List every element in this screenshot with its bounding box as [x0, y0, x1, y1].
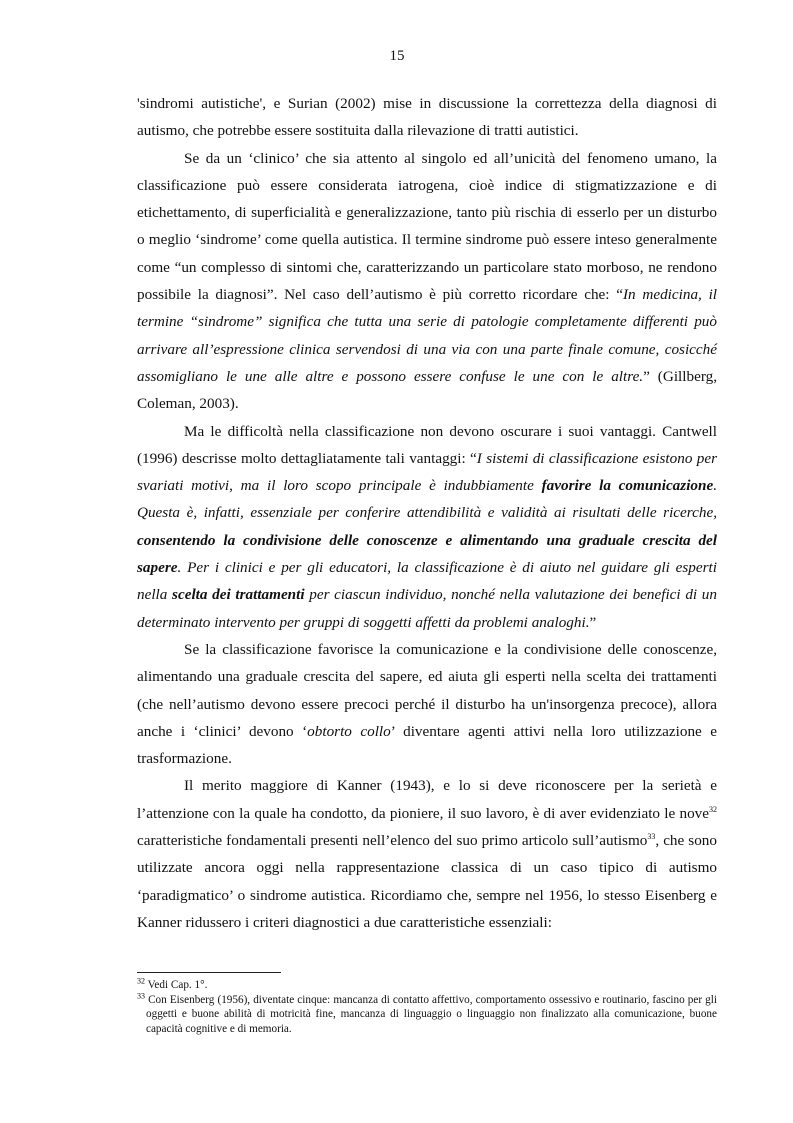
bold-emphasis: favorire la comunicazione — [541, 477, 714, 495]
text-run: ” (Gillberg, Coleman, 2003). — [137, 367, 717, 413]
footnote-number: 33 — [137, 990, 145, 1000]
text-run: Ma le difficoltà nella classificazione non devono oscurare i suoi vantaggi. Cantwell (1996) descrisse molto dettagliatamente tali vantaggi: “ — [137, 422, 717, 467]
italic-text: In medicina, il termine “sindrome” significa che tutta una serie di patologie completamente differenti può arrivare all’espressione clinica servendosi di una via con una parte finale comune, cosicché assomigliano le une alle altre e possono essere confuse le une con le altre. — [137, 286, 718, 385]
italic-text: . Questa è, infatti, essenziale per conferire attendibilità e validità ai risultati delle ricerche, — [137, 477, 717, 522]
italic-text: . Per i clinici e per gli educatori, la classificazione è di aiuto nel guidare gli esperti nella — [137, 559, 717, 604]
paragraph — [137, 636, 717, 772]
text-run: 'sindromi autistiche', e Surian (2002) mise in discussione la correttezza della diagnosi di autismo, che potrebbe essere sostituita dalla rilevazione di tratti autistici. — [137, 95, 717, 140]
text-run: caratteristiche fondamentali presenti nell’elenco del suo primo articolo sull’autismo — [137, 832, 648, 850]
paragraph — [137, 418, 717, 636]
text-run: ” — [589, 613, 597, 631]
footnote-text: Con Eisenberg (1956), diventate cinque: mancanza di contatto affettivo, comportamento ossessivo e routinario, fascino per gli oggetti e buone abilità di motricità fine, mancanza di linguaggio o linguaggio non finalizzato alla comunicazione, buone capacità cognitive e di memoria. — [145, 993, 717, 1035]
footnote-text: Vedi Cap. 1°. — [145, 979, 208, 991]
page-number: 15 — [389, 48, 405, 64]
text-run: ’ diventare agenti attivi nella loro utilizzazione e trasformazione. — [137, 722, 717, 768]
footnotes — [137, 978, 717, 1036]
paragraph — [137, 772, 717, 936]
text-run: Il merito maggiore di Kanner (1943), e lo si deve riconoscere per la serietà e l’attenzione con la quale ha condotto, da pioniere, il suo lavoro, è di aver evidenziato le nove — [137, 777, 717, 822]
body-text — [137, 90, 717, 936]
footnote — [137, 978, 717, 993]
footnote — [137, 990, 717, 1037]
italic-text: obtorto collo — [307, 722, 391, 740]
text-run: Se da un ‘clinico’ che sia attento al singolo ed all’unicità del fenomeno umano, la classificazione può essere considerata iatrogena, cioè indice di stigmatizzazione e di etichettamento, di superficialità e generalizzazione, tanto più rischia di esserlo per un disturbo o meglio ‘sindrome’ come quella autistica. Il termine sindrome può essere inteso generalmente come “un complesso di sintomi che, caratterizzando un particolare stato morboso, ne rendono possibile la diagnosi”. Nel caso dell’autismo è più corretto ricordare che: “ — [137, 149, 717, 304]
paragraph — [137, 90, 717, 145]
footnote-ref: 32 — [709, 804, 717, 814]
bold-emphasis: consentendo la condivisione delle conoscenze e alimentando una graduale crescita del sapere — [137, 531, 717, 577]
footnote-ref: 33 — [647, 831, 656, 841]
footnote-divider — [137, 972, 281, 973]
italic-text: I sistemi di classificazione esistono per svariati motivi, ma il loro scopo principale è indubbiamente — [137, 449, 717, 495]
text-run: , che sono utilizzate ancora oggi nella rappresentazione classica di un caso tipico di autismo ‘paradigmatico’ o sindrome autistica. Ricordiamo che, sempre nel 1956, lo stesso Eisenberg e Kanner ridussero i criteri diagnostici a due caratteristiche essenziali: — [137, 832, 717, 931]
paragraph — [137, 145, 717, 418]
footnote-number: 32 — [137, 976, 145, 986]
italic-text: per ciascun individuo, nonché nella valutazione dei benefici di un determinato intervento per gruppi di soggetti affetti da problemi analoghi. — [137, 586, 717, 631]
text-run: Se la classificazione favorisce la comunicazione e la condivisione delle conoscenze, alimentando una graduale crescita del sapere, ed aiuta gli esperti nella scelta dei trattamenti (che nell’autismo devono essere precoci perché il disturbo ha un'insorgenza precoce), allora anche i ‘clinici’ devono ‘ — [137, 640, 717, 740]
bold-emphasis: scelta dei trattamenti — [172, 586, 305, 604]
